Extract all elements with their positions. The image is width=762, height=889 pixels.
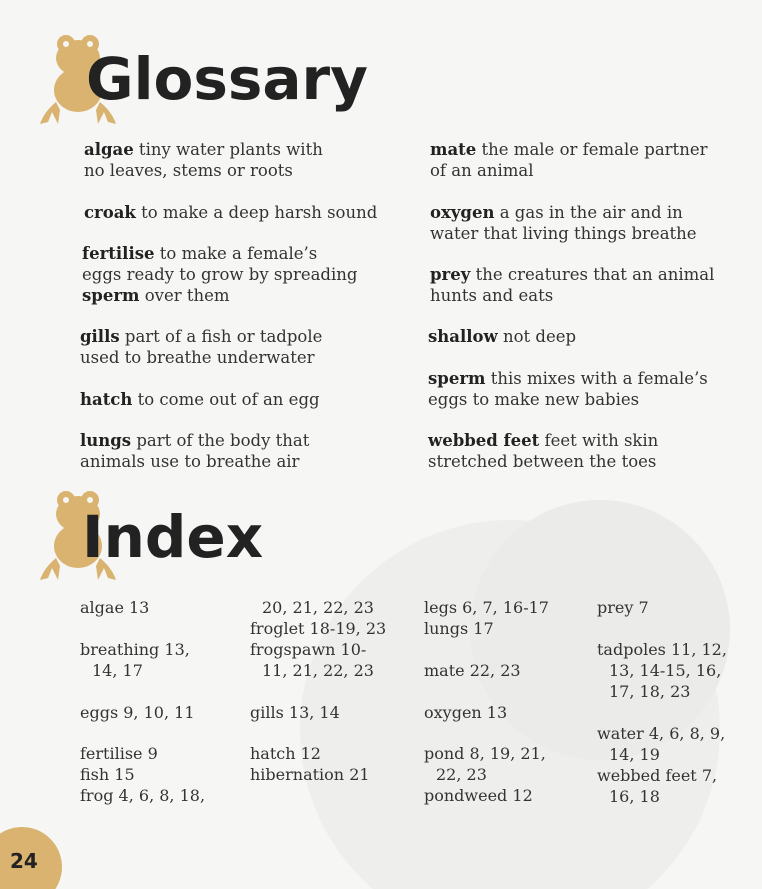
index-entry: mate 22, 23 (424, 661, 521, 680)
index-entry: prey 7 (597, 598, 649, 617)
index-entry: breathing 13, 14, 17 (80, 640, 190, 680)
glossary-entry-webbed-feet: webbed feet feet with skin stretched between the toes (428, 431, 659, 471)
index-entry: eggs 9, 10, 11 (80, 703, 195, 722)
glossary-entry-algae: algae tiny water plants with no leaves, stems or roots (84, 140, 323, 180)
glossary-entry-mate: mate the male or female partner of an animal (430, 140, 708, 180)
glossary-entry-fertilise: fertilise to make a female’s eggs ready to grow by spreading sperm over them (82, 244, 358, 305)
index-entry: oxygen 13 (424, 703, 508, 722)
glossary-entry-sperm: sperm this mixes with a female’s eggs to make new babies (428, 369, 708, 409)
index-entry: 20, 21, 22, 23 froglet 18-19, 23 frogspawn 10- 11, 21, 22, 23 (250, 598, 387, 680)
index-entry: tadpoles 11, 12, 13, 14-15, 16, 17, 18, 23 (597, 640, 727, 701)
glossary-entry-prey: prey the creatures that an animal hunts and eats (430, 265, 715, 305)
index-entry: fertilise 9 fish 15 frog 4, 6, 8, 18, (80, 744, 206, 805)
glossary-entry-oxygen: oxygen a gas in the air and in water that living things breathe (430, 203, 697, 243)
index-entry: gills 13, 14 (250, 703, 340, 722)
index-entry: pond 8, 19, 21, 22, 23 pondweed 12 (424, 744, 546, 805)
page-number: 24 (10, 849, 38, 873)
index-entry: algae 13 (80, 598, 150, 617)
glossary-title: Glossary (86, 45, 368, 113)
index-entry: hatch 12 hibernation 21 (250, 744, 370, 784)
index-title: Index (82, 503, 264, 571)
index-entry: water 4, 6, 8, 9, 14, 19 webbed feet 7, 16, 18 (597, 724, 726, 806)
glossary-entry-shallow: shallow not deep (428, 327, 577, 346)
glossary-entry-hatch: hatch to come out of an egg (80, 390, 320, 409)
index-entry: legs 6, 7, 16-17 lungs 17 (424, 598, 549, 638)
page-number-badge (0, 827, 62, 889)
glossary-entry-gills: gills part of a fish or tadpole used to breathe underwater (80, 327, 323, 367)
glossary-entry-lungs: lungs part of the body that animals use to breathe air (80, 431, 310, 471)
glossary-entry-croak: croak to make a deep harsh sound (84, 203, 378, 222)
